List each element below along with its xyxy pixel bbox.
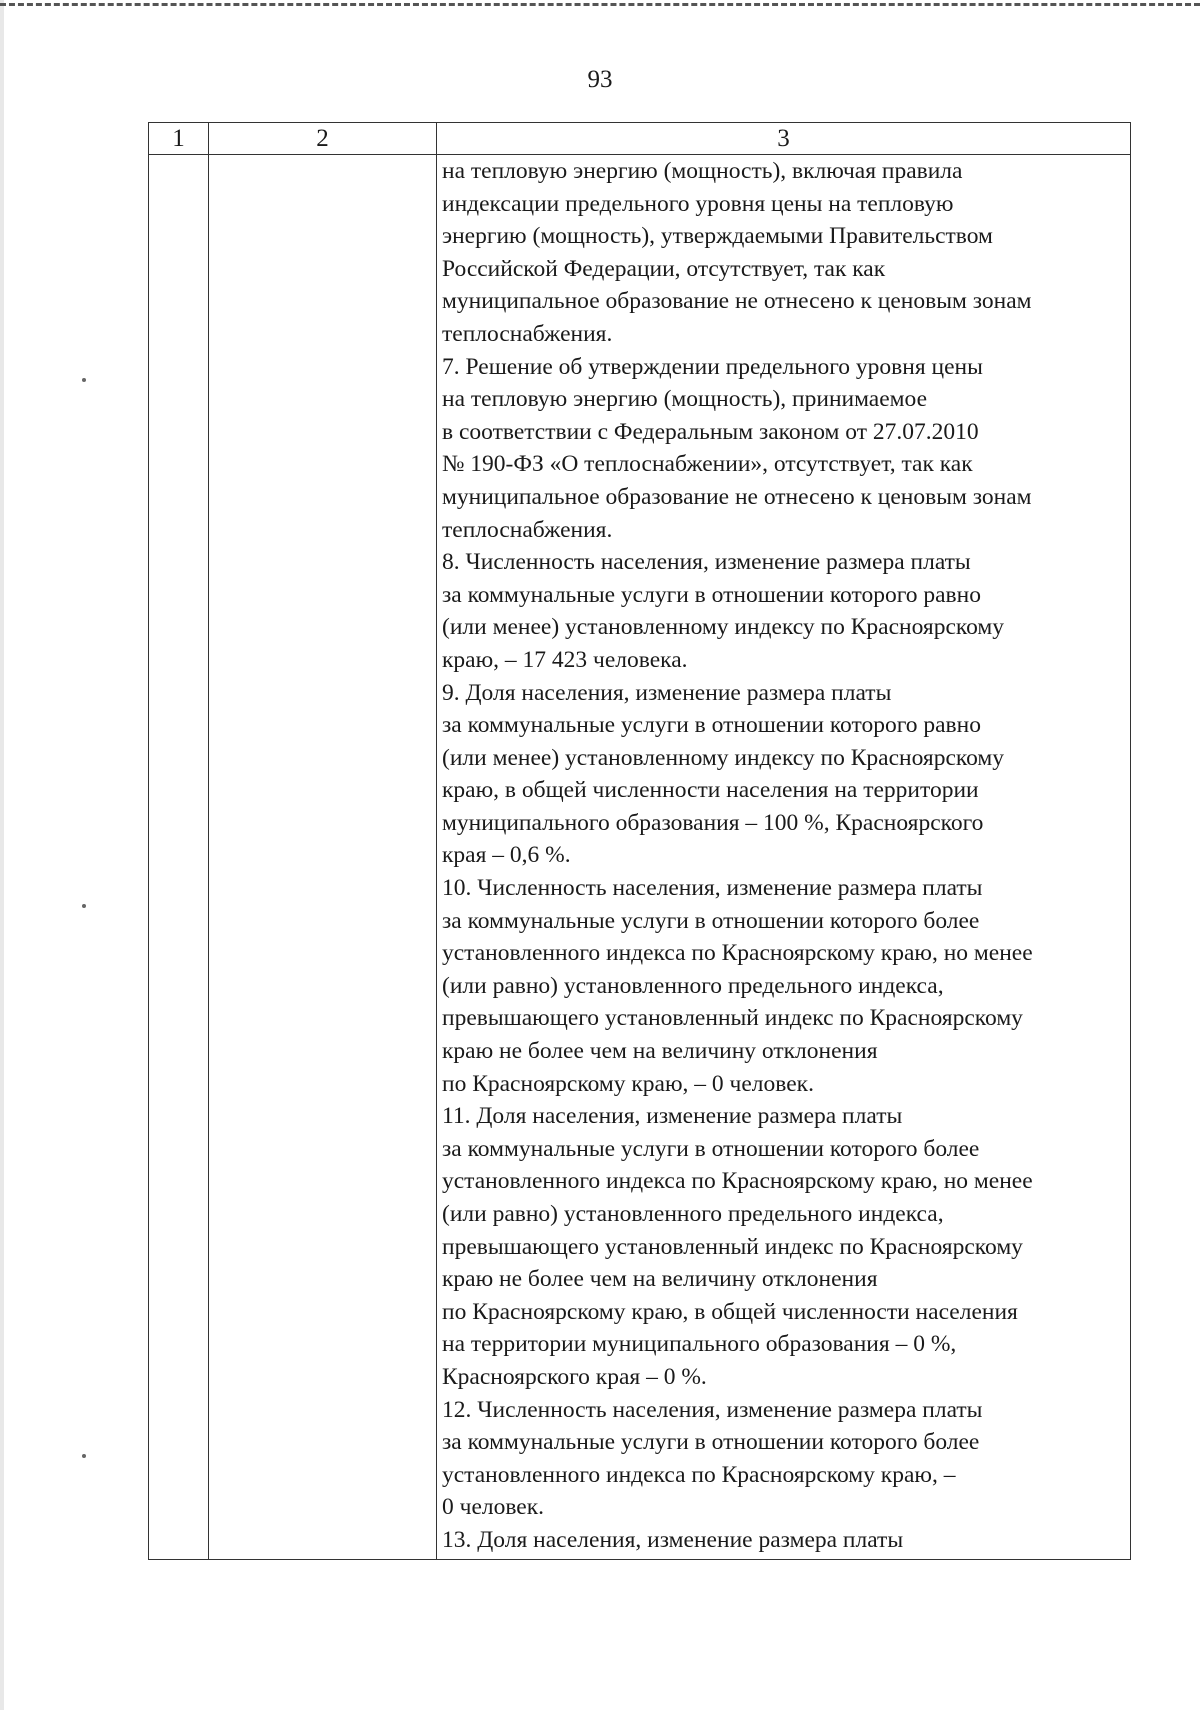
text-line: за коммунальные услуги в отношении которого более: [442, 907, 980, 934]
table-header-row: [149, 123, 1131, 155]
text-line: превышающего установленный индекс по Красноярскому: [442, 1005, 1023, 1032]
table-row: [149, 155, 1131, 1560]
text-line: Российской Федерации, отсутствует, так как: [442, 255, 886, 282]
text-line: (или менее) установленному индексу по Красноярскому: [442, 744, 1005, 771]
scan-edge: [0, 0, 4, 1710]
text-line: по Красноярскому краю, в общей численности населения: [442, 1298, 1018, 1325]
text-line: по Красноярскому краю, – 0 человек.: [442, 1070, 814, 1097]
text-line: 13. Доля населения, изменение размера платы: [442, 1526, 904, 1553]
text-line: (или менее) установленному индексу по Красноярскому: [442, 614, 1005, 641]
text-line: 0 человек.: [442, 1494, 545, 1521]
text-line: Красноярского края – 0 %.: [442, 1363, 707, 1390]
text-line: теплоснабжения.: [442, 320, 613, 347]
scan-speck: [82, 1454, 86, 1458]
text-line: (или равно) установленного предельного индекса,: [442, 972, 944, 999]
column-header-1: 1: [149, 123, 209, 155]
column-header-3: 3: [437, 123, 1131, 155]
text-line: 9. Доля населения, изменение размера платы: [442, 679, 892, 706]
top-border-rule: [0, 3, 1200, 6]
text-line: на тепловую энергию (мощность), включая правила: [442, 158, 963, 184]
text-line: краю не более чем на величину отклонения: [442, 1038, 878, 1065]
text-line: индексации предельного уровня цены на тепловую: [442, 190, 954, 217]
col3-text-block: [442, 155, 1126, 1557]
text-line: за коммунальные услуги в отношении которого равно: [442, 712, 981, 739]
text-line: муниципального образования – 100 %, Красноярского: [442, 809, 984, 836]
column-header-2: 2: [209, 123, 437, 155]
text-line: края – 0,6 %.: [442, 842, 571, 869]
text-line: муниципальное образование не отнесено к ценовым зонам: [442, 483, 1032, 510]
text-line: краю, в общей численности населения на территории: [442, 777, 979, 804]
text-line: на тепловую энергию (мощность), принимаемое: [442, 386, 928, 413]
text-line: энергию (мощность), утверждаемыми Правительством: [442, 223, 993, 250]
text-line: в соответствии с Федеральным законом от 27.07.2010: [442, 418, 979, 445]
document-table: [148, 122, 1131, 1560]
text-line: краю, – 17 423 человека.: [442, 646, 688, 673]
text-line: установленного индекса по Красноярскому краю, –: [442, 1461, 956, 1488]
text-line: за коммунальные услуги в отношении которого более: [442, 1135, 980, 1162]
cell-col-3: [437, 155, 1131, 1560]
text-line: превышающего установленный индекс по Красноярскому: [442, 1233, 1023, 1260]
text-line: 12. Численность населения, изменение размера платы: [442, 1396, 983, 1423]
text-line: 11. Доля населения, изменение размера платы: [442, 1103, 903, 1130]
text-line: за коммунальные услуги в отношении которого более: [442, 1429, 980, 1456]
text-line: 7. Решение об утверждении предельного уровня цены: [442, 353, 983, 380]
text-line: 10. Численность населения, изменение размера платы: [442, 875, 983, 902]
text-line: краю не более чем на величину отклонения: [442, 1266, 878, 1293]
text-line: на территории муниципального образования – 0 %,: [442, 1331, 957, 1358]
scan-speck: [82, 904, 86, 908]
text-line: за коммунальные услуги в отношении которого равно: [442, 581, 981, 608]
cell-col-1: [149, 155, 209, 1560]
text-line: установленного индекса по Красноярскому краю, но менее: [442, 940, 1033, 967]
page-number: 93: [587, 66, 613, 93]
scan-speck: [82, 378, 86, 382]
text-line: теплоснабжения.: [442, 516, 613, 543]
cell-col-2: [209, 155, 437, 1560]
text-line: установленного индекса по Красноярскому краю, но менее: [442, 1168, 1033, 1195]
text-line: муниципальное образование не отнесено к ценовым зонам: [442, 288, 1032, 315]
text-line: (или равно) установленного предельного индекса,: [442, 1201, 944, 1227]
text-line: № 190-ФЗ «О теплоснабжении», отсутствует, так как: [442, 451, 973, 478]
text-line: 8. Численность населения, изменение размера платы: [442, 549, 971, 576]
